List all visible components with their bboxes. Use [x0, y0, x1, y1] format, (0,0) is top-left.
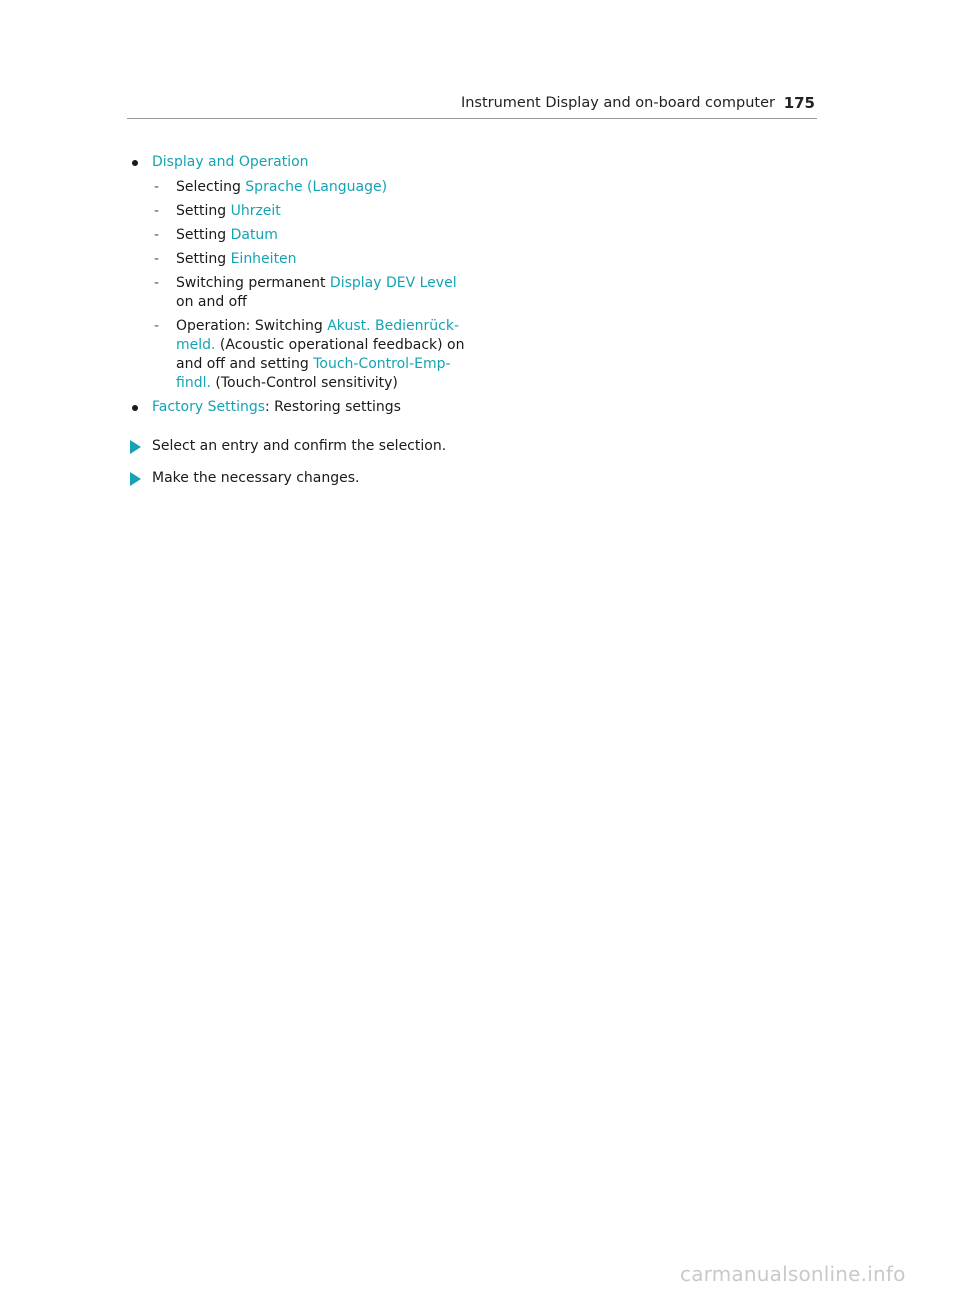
dash-icon: -	[154, 227, 160, 243]
sub-item-date	[130, 226, 470, 245]
sub-item-prefix: Setting	[176, 251, 231, 267]
menu-term-akust-line2: meld.	[176, 337, 216, 353]
menu-term-touch-line2: findl.	[176, 375, 211, 391]
dash-icon: -	[154, 318, 160, 334]
arrow-right-icon	[130, 472, 141, 486]
sub-item-dev-level	[130, 274, 470, 312]
sub-item-prefix: Setting	[176, 227, 231, 243]
sub-item-time	[130, 202, 470, 221]
menu-term-akust-line1: Akust. Bedienrück-	[327, 318, 460, 334]
arrow-right-icon	[130, 440, 141, 454]
operation-mid-text: (Acoustic operational feedback) on	[215, 337, 465, 353]
menu-term-display-dev-level: Display DEV Level	[329, 275, 457, 291]
dash-icon: -	[154, 275, 160, 291]
sub-item-prefix: Setting	[176, 203, 231, 219]
dash-icon: -	[154, 203, 160, 219]
sub-item-suffix: on and off	[176, 294, 247, 310]
bullet-dot-icon	[132, 405, 138, 411]
watermark: carmanualsonline.info	[680, 1262, 906, 1286]
operation-suffix-text: (Touch-Control sensitivity)	[210, 375, 398, 391]
menu-term-uhrzeit: Uhrzeit	[230, 203, 281, 219]
menu-term-sprache: Sprache (Language)	[245, 179, 388, 195]
menu-term-touch-line1: Touch-Control-Emp-	[313, 356, 451, 372]
menu-term-display-and-operation: Display and Operation	[152, 154, 309, 170]
step-1-text: Select an entry and confirm the selection.	[152, 438, 447, 454]
instruction-step-2	[130, 469, 470, 488]
sub-item-language	[130, 178, 470, 197]
bullet-dot-icon	[132, 160, 138, 166]
instruction-step-1	[130, 437, 470, 456]
step-2-text: Make the necessary changes.	[152, 470, 360, 486]
menu-term-einheiten: Einheiten	[230, 251, 297, 267]
operation-mid2-text: and off and setting	[176, 356, 314, 372]
list-item-display-and-operation	[130, 153, 470, 172]
sub-item-operation	[130, 317, 470, 393]
sub-item-prefix: Switching permanent	[176, 275, 330, 291]
sub-item-prefix: Selecting	[176, 179, 246, 195]
dash-icon: -	[154, 179, 160, 195]
header-title: Instrument Display and on-board computer	[460, 95, 775, 111]
main-content	[130, 153, 470, 488]
sub-item-prefix: Operation: Switching	[176, 318, 328, 334]
factory-settings-suffix: : Restoring settings	[265, 399, 401, 415]
dash-icon: -	[154, 251, 160, 267]
sub-item-units	[130, 250, 470, 269]
menu-term-factory-settings: Factory Settings	[152, 399, 266, 415]
page-header	[127, 92, 817, 119]
page-number: 175	[783, 94, 815, 112]
list-item-factory-settings	[130, 398, 470, 417]
menu-term-datum: Datum	[230, 227, 278, 243]
